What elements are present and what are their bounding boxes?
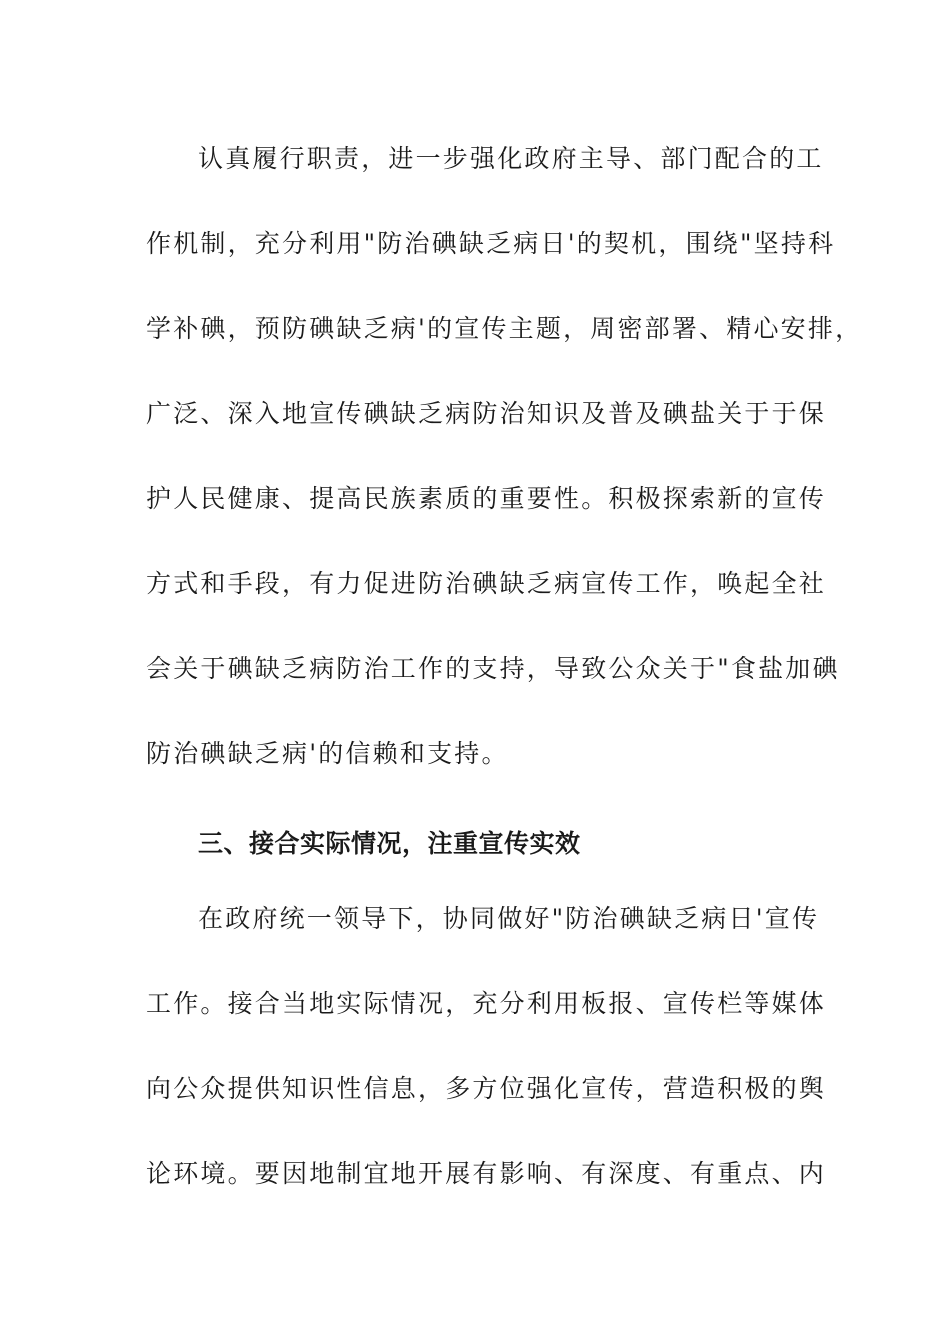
- paragraph-line: 学补碘，预防碘缺乏病'的宣传主题，周密部署、精心安排，: [146, 314, 863, 343]
- paragraph-line: 认真履行职责，进一步强化政府主导、部门配合的工: [198, 144, 824, 173]
- paragraph-line: 论环境。要因地制宜地开展有影响、有深度、有重点、内: [146, 1159, 827, 1188]
- paragraph-line: 工作。接合当地实际情况，充分利用板报、宣传栏等媒体: [146, 989, 827, 1018]
- paragraph-line: 广泛、深入地宣传碘缺乏病防治知识及普及碘盐关于于保: [146, 399, 827, 428]
- paragraph-line: 护人民健康、提高民族素质的重要性。积极探索新的宣传: [146, 484, 827, 513]
- paragraph-line: 作机制，充分利用"防治碘缺乏病日'的契机，围绕"坚持科: [146, 229, 836, 258]
- section-heading: 三、接合实际情况，注重宣传实效: [198, 829, 581, 858]
- paragraph-line: 防治碘缺乏病'的信赖和支持。: [146, 739, 509, 768]
- paragraph-line: 向公众提供知识性信息，多方位强化宣传，营造积极的舆: [146, 1074, 827, 1103]
- paragraph-line: 在政府统一领导下，协同做好"防治碘缺乏病日'宣传: [198, 904, 820, 933]
- paragraph-line: 会关于碘缺乏病防治工作的支持，导致公众关于"食盐加碘: [146, 654, 840, 683]
- paragraph-line: 方式和手段，有力促进防治碘缺乏病宣传工作，唤起全社: [146, 569, 827, 598]
